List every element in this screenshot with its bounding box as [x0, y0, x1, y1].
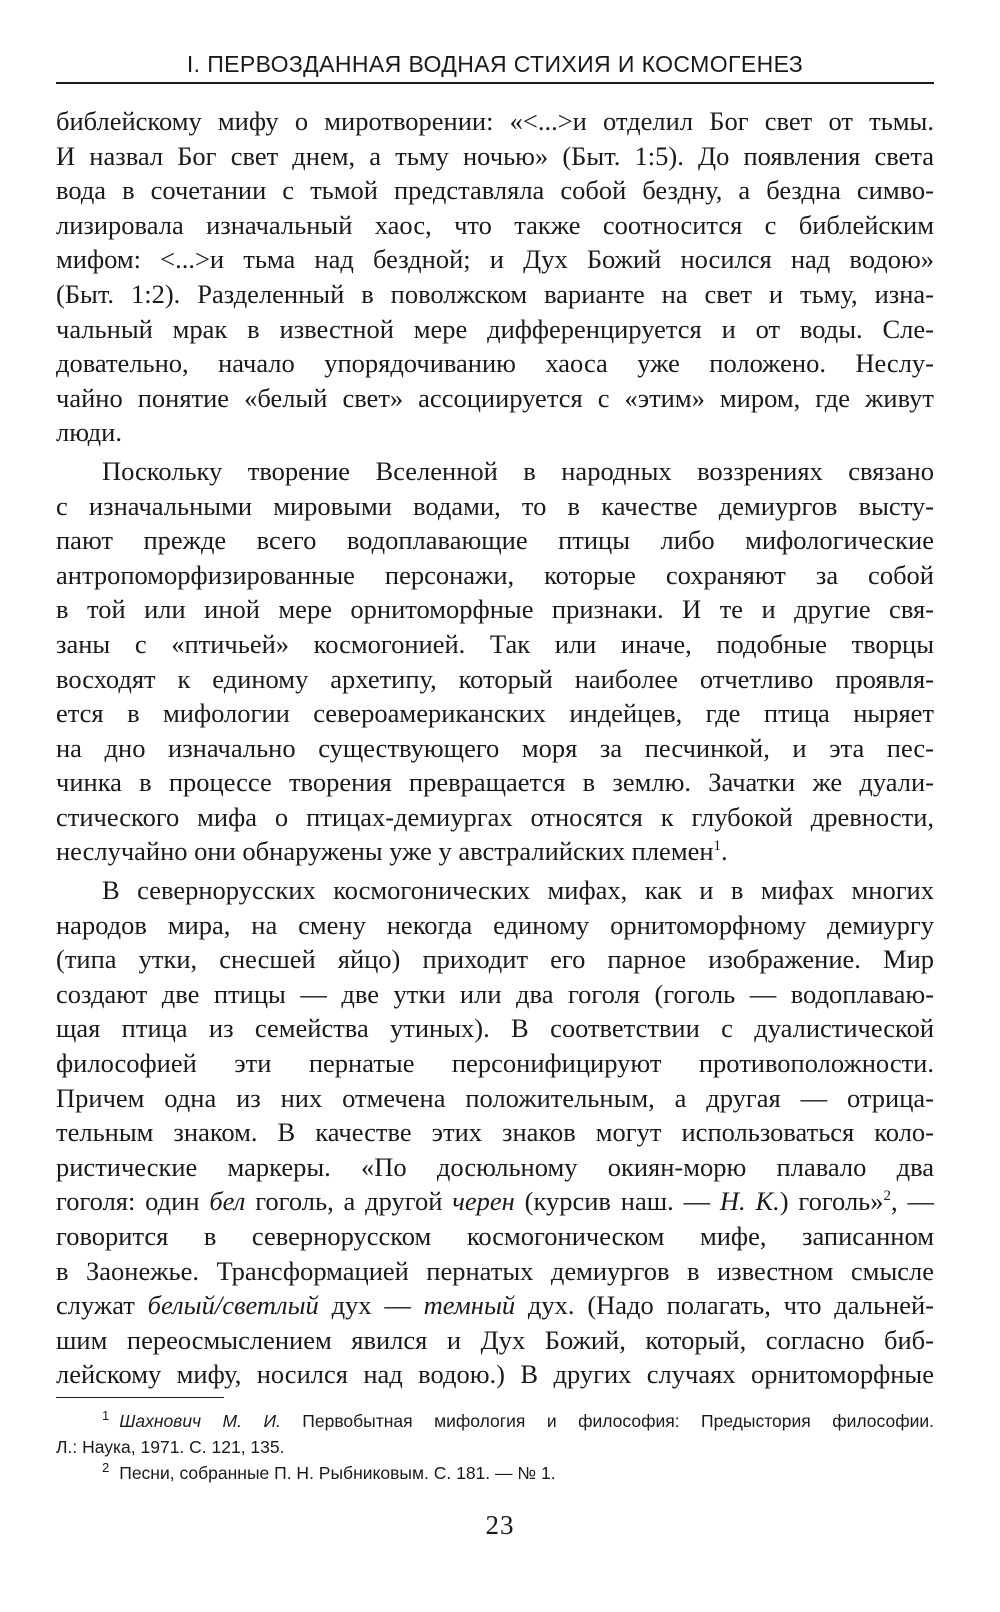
text-line: заны с «птичьей» космогонией. Так или иначе, подобные творцы: [56, 628, 934, 659]
text-line: народов мира, на смену некогда единому орнитоморфному демиургу: [56, 909, 934, 940]
text-line: (типа утки, снесшей яйцо) приходит его парное изображение. Мир: [56, 944, 934, 975]
text-line: ристические маркеры. «По досюльному окиян-морю плавало два: [56, 1151, 934, 1182]
text-line: в Заонежье. Трансформацией пернатых демиургов в известном смысле: [56, 1255, 934, 1286]
text-line: чайно понятие «белый свет» ассоциируется с «этим» миром, где живут: [56, 382, 934, 413]
paragraph-3: [56, 873, 934, 1392]
text-line: довательно, начало упорядочиванию хаоса уже положено. Неслу-: [56, 348, 934, 379]
text-fragment: (курсив наш. —: [514, 1186, 720, 1217]
text-line: шим переосмыслением явился и Дух Божий, который, согласно биб-: [56, 1324, 934, 1355]
text-line: ется в мифологии североамериканских индейцев, где птица ныряет: [56, 698, 934, 729]
footnote-ref[interactable]: 2: [883, 1188, 892, 1205]
footnote-text: Первобытная мифология и философия: Предыстория философии.: [280, 1411, 935, 1431]
text-line: (Быт. 1:2). Разделенный в поволжском варианте на свет и тьму, изна-: [56, 278, 934, 309]
italic-fragment: бел: [209, 1186, 246, 1217]
footnotes: [56, 1408, 934, 1486]
text-fragment: служат: [56, 1290, 148, 1321]
text-line: [56, 1184, 934, 1219]
text-line: лизировала изначальный хаос, что также соотносится с библейским: [56, 209, 934, 240]
text-line: чинка в процессе творения превращается в землю. Зачатки же дуали-: [56, 767, 934, 798]
text-fragment: .: [721, 836, 728, 867]
footnote-author: Шахнович М. И.: [119, 1411, 281, 1431]
footnote-1: [56, 1408, 934, 1434]
paragraph-1: [56, 104, 934, 450]
text-fragment: дух —: [318, 1290, 424, 1321]
text-line: вода в сочетании с тьмой представляла собой бездну, а бездна симво-: [56, 175, 934, 206]
footnote-number: 1: [102, 1408, 110, 1424]
text-fragment: неслучайно они обнаружены уже у австралийских племен: [56, 836, 714, 867]
text-line: библейскому мифу о миротворении: «<...>и отделил Бог свет от тьмы.: [56, 106, 934, 136]
text-line: восходят к единому архетипу, который наиболее отчетливо проявля-: [56, 663, 934, 694]
text-fragment: , —: [891, 1186, 934, 1217]
text-line: антропоморфизированные персонажи, которые сохраняют за собой: [56, 559, 934, 590]
text-fragment: гоголя: один: [56, 1186, 210, 1217]
text-line: люди.: [56, 417, 122, 448]
text-line: [56, 1288, 934, 1323]
text-line: Поскольку творение Вселенной в народных воззрениях связано: [102, 455, 934, 486]
paragraph-2: [56, 454, 934, 869]
text-line: стического мифа о птицах-демиургах относятся к глубокой древности,: [56, 801, 934, 832]
text-line: Причем одна из них отмечена положительным, а другая — отрица-: [56, 1082, 934, 1113]
footnote-text: Песни, собранные П. Н. Рыбниковым. С. 181. — № 1.: [119, 1463, 556, 1483]
footnote-ref[interactable]: 1: [713, 838, 722, 855]
page-number: 23: [485, 1510, 515, 1540]
footnote-number: 2: [102, 1460, 110, 1476]
text-line: создают две птицы — две утки или два гоголя (гоголь — водоплаваю-: [56, 978, 934, 1009]
text-line: пают прежде всего водоплавающие птицы либо мифологические: [56, 525, 934, 556]
text-line: И назвал Бог свет днем, а тьму ночью» (Быт. 1:5). До появления света: [56, 140, 934, 171]
text-line: мифом: <...>и тьма над бездной; и Дух Божий носился над водою»: [56, 244, 934, 275]
text-line: [56, 834, 934, 869]
italic-fragment: белый/светлый: [147, 1290, 319, 1321]
text-line: философией эти пернатые персонифицируют противоположности.: [56, 1048, 934, 1079]
text-line: в той или иной мере орнитоморфные признаки. И те и другие свя-: [56, 594, 934, 625]
footnote-1-continued: Л.: Наука, 1971. С. 121, 135.: [56, 1437, 285, 1457]
footnote-2: [56, 1460, 934, 1486]
text-fragment: ) гоголь»: [779, 1186, 884, 1217]
running-head: I. ПЕРВОЗДАННАЯ ВОДНАЯ СТИХИЯ И КОСМОГЕНЕЗ: [56, 44, 934, 84]
text-line: лейскому мифу, носился над водою.) В других случаях орнитоморфные: [56, 1359, 934, 1390]
text-line: на дно изначально существующего моря за песчинкой, и эта пес-: [56, 732, 934, 763]
italic-fragment: темный: [423, 1290, 516, 1321]
footnote-divider: [56, 1397, 224, 1398]
text-fragment: дух. (Надо полагать, что дальней-: [515, 1290, 935, 1321]
text-line: В севернорусских космогонических мифах, как и в мифах многих: [102, 875, 934, 906]
text-fragment: гоголь, а другой: [245, 1186, 453, 1217]
body-text: [56, 104, 934, 1392]
text-line: говорится в севернорусском космогоническом мифе, записанном: [56, 1221, 934, 1251]
text-line: чальный мрак в известной мере дифференцируется и от воды. Сле-: [56, 313, 934, 344]
italic-fragment: Н. К.: [719, 1186, 780, 1217]
text-line: щая птица из семейства утиных). В соответствии с дуалистической: [56, 1013, 934, 1044]
text-line: тельным знаком. В качестве этих знаков могут использоваться коло-: [56, 1117, 934, 1148]
text-line: с изначальными мировыми водами, то в качестве демиургов высту-: [56, 490, 934, 521]
italic-fragment: черен: [452, 1186, 515, 1217]
